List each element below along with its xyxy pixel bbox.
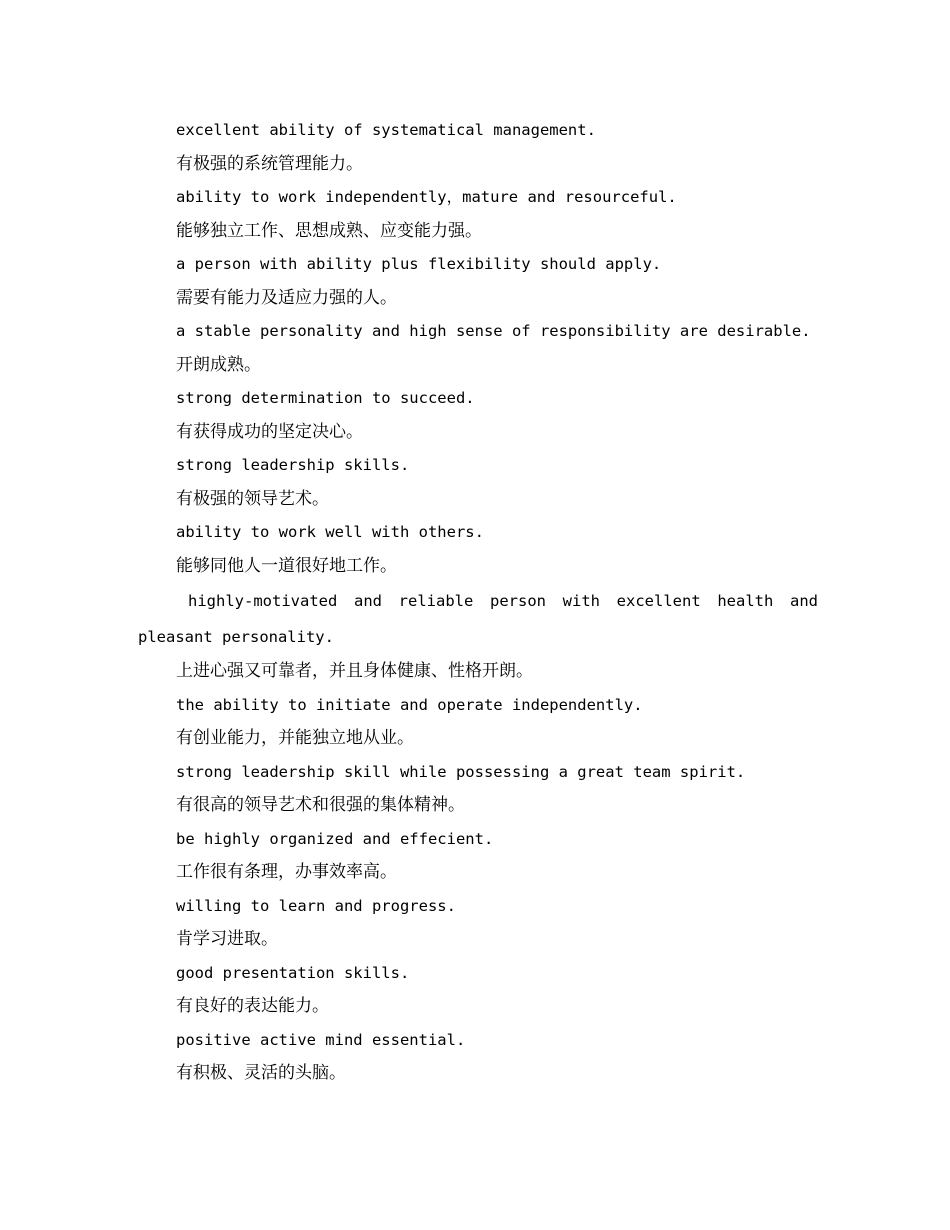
chinese-line: 有创业能力，并能独立地从业。 — [176, 728, 414, 748]
chinese-line: 工作很有条理，办事效率高。 — [176, 862, 397, 882]
chinese-line: 开朗成熟。 — [176, 354, 261, 375]
english-line: a stable personality and high sense of responsibility are desirable. — [176, 322, 811, 340]
english-line: a person with ability plus flexibility should apply. — [176, 255, 662, 273]
english-line: strong leadership skill while possessing a great team spirit. — [176, 762, 746, 781]
english-line: positive active mind essential. — [176, 1030, 466, 1049]
english-line: strong determination to succeed. — [176, 389, 475, 407]
english-line: willing to learn and progress. — [176, 896, 456, 915]
english-line: excellent ability of systematical management. — [176, 121, 596, 139]
document-body — [138, 114, 818, 1091]
english-line: ability to work independently，mature and resourceful. — [176, 188, 677, 206]
chinese-line: 肯学习进取。 — [176, 929, 278, 949]
chinese-line: 有良好的表达能力。 — [176, 996, 329, 1016]
chinese-line: 有极强的系统管理能力。 — [176, 153, 363, 174]
english-line: good presentation skills. — [176, 963, 410, 982]
english-line-wrapped: highly-motivated and reliable person with excellent health and pleasant personality. — [138, 592, 818, 646]
chinese-line: 有积极、灵活的头脑。 — [176, 1063, 346, 1083]
english-line: ability to work well with others. — [176, 523, 484, 541]
english-line: be highly organized and effecient. — [176, 829, 494, 848]
english-line: strong leadership skills. — [176, 456, 410, 474]
chinese-line: 有获得成功的坚定决心。 — [176, 421, 363, 442]
chinese-line: 能够同他人一道很好地工作。 — [176, 555, 397, 576]
chinese-line: 有极强的领导艺术。 — [176, 488, 329, 509]
chinese-line: 需要有能力及适应力强的人。 — [176, 287, 397, 308]
chinese-line: 能够独立工作、思想成熟、应变能力强。 — [176, 220, 482, 241]
chinese-line: 有很高的领导艺术和很强的集体精神。 — [176, 795, 465, 815]
english-line: the ability to initiate and operate independently. — [176, 695, 643, 714]
chinese-line: 上进心强又可靠者，并且身体健康、性格开朗。 — [176, 661, 533, 681]
